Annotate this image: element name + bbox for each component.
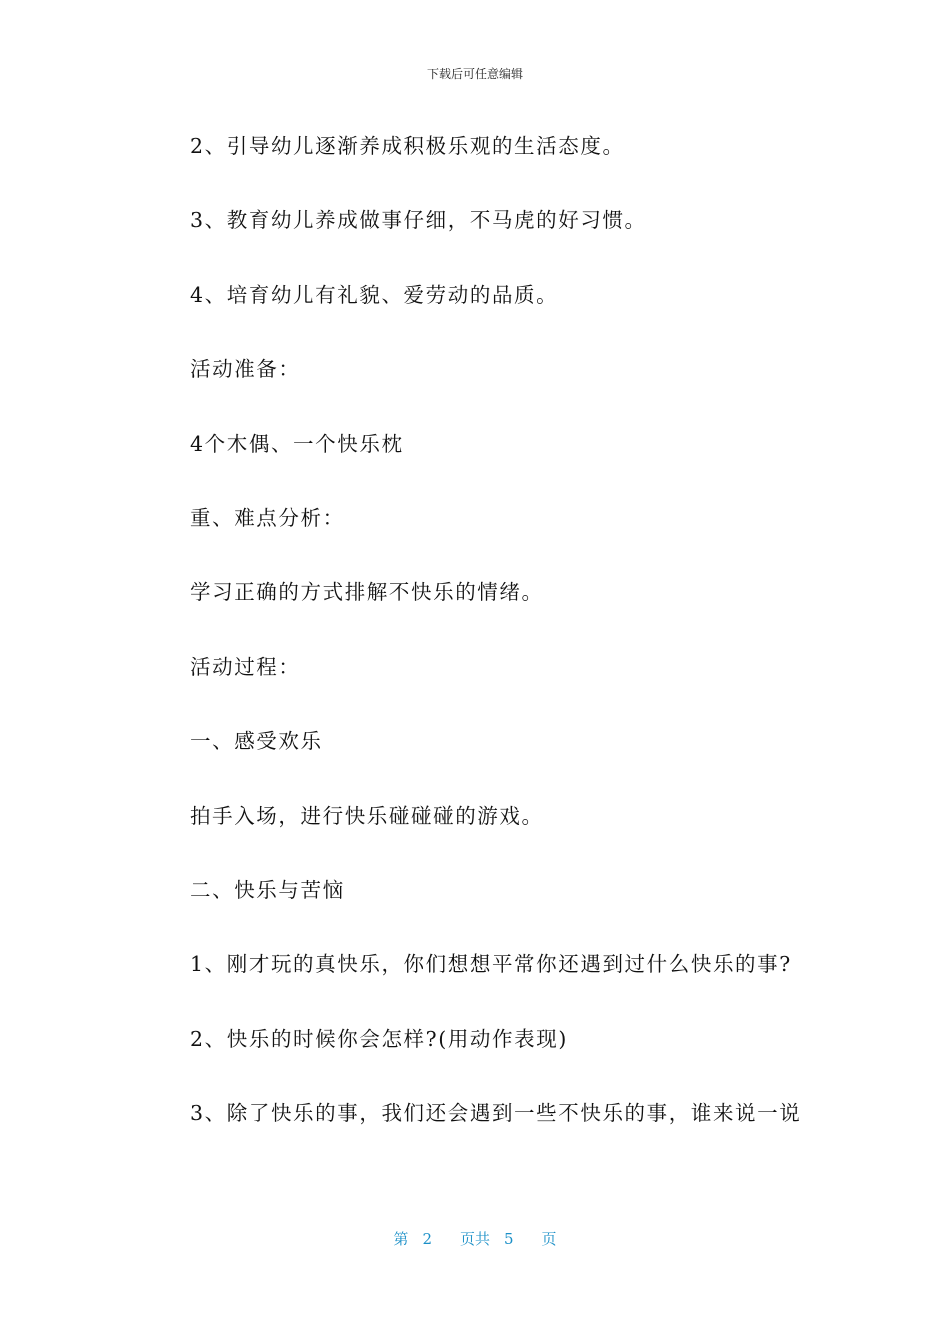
footer-di: 第 bbox=[393, 1230, 409, 1248]
paragraph-line: 3、教育幼儿养成做事仔细，不马虎的好习惯。 bbox=[190, 208, 647, 233]
footer-ye: 页 bbox=[541, 1230, 557, 1248]
paragraph-line: 4、培育幼儿有礼貌、爱劳动的品质。 bbox=[190, 282, 559, 307]
section-heading: 一、感受欢乐 bbox=[190, 729, 323, 754]
total-pages-number: 5 bbox=[504, 1230, 514, 1248]
paragraph-line: 2、引导幼儿逐渐养成积极乐观的生活态度。 bbox=[190, 134, 625, 158]
paragraph-line: 1、刚才玩的真快乐，你们想想平常你还遇到过什么快乐的事? bbox=[190, 952, 792, 977]
footer-ye-gong: 页共 bbox=[459, 1230, 490, 1248]
section-heading: 活动过程： bbox=[190, 654, 301, 679]
paragraph-line: 2、快乐的时候你会怎样?(用动作表现) bbox=[190, 1026, 568, 1051]
paragraph-line: 3、除了快乐的事，我们还会遇到一些不快乐的事，谁来说一说 bbox=[190, 1101, 802, 1126]
page-footer bbox=[0, 1229, 950, 1249]
paragraph-line: 4个木偶、一个快乐枕 bbox=[190, 431, 404, 456]
header-text: 下载后可任意编辑 bbox=[426, 67, 523, 81]
paragraph-line: 学习正确的方式排解不快乐的情绪。 bbox=[190, 580, 544, 605]
current-page-number: 2 bbox=[422, 1230, 432, 1248]
section-heading: 二、快乐与苦恼 bbox=[190, 877, 345, 902]
section-heading: 活动准备： bbox=[190, 357, 301, 382]
section-heading: 重、难点分析： bbox=[190, 505, 345, 530]
page-header bbox=[0, 66, 950, 82]
paragraph-line: 拍手入场，进行快乐碰碰碰的游戏。 bbox=[190, 803, 544, 828]
document-body bbox=[190, 128, 830, 1169]
